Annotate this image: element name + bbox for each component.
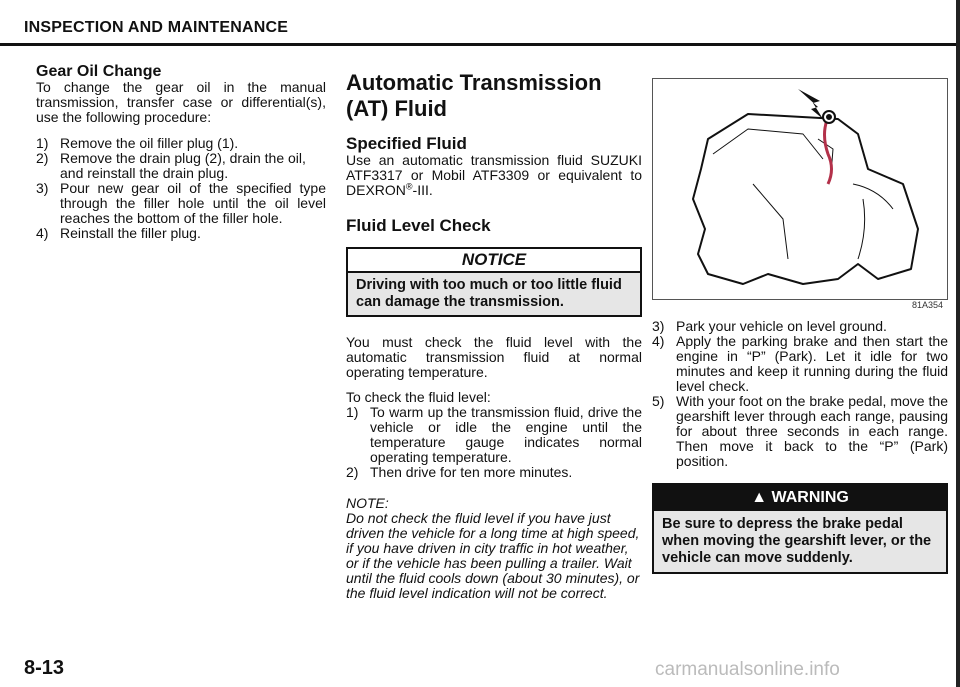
list-item: 2) Then drive for ten more minutes.: [346, 464, 573, 480]
procedure-steps: [652, 319, 948, 469]
list-item: 4) Reinstall the filler plug.: [36, 225, 201, 241]
gear-oil-steps: [36, 136, 326, 241]
column-procedure: [652, 78, 948, 574]
fluid-check-intro: To check the fluid level:: [346, 389, 491, 405]
watermark: carmanualsonline.info: [655, 659, 840, 680]
figure-code: 81A354: [911, 300, 943, 310]
at-fluid-title: Automatic Transmission (AT) Fluid: [346, 70, 602, 121]
gear-oil-intro: To change the gear oil in the manual transmission, transfer case or differential(s), use the following procedure:: [36, 79, 326, 125]
header-rule: [0, 43, 960, 46]
notice-title: NOTICE: [348, 249, 640, 273]
warning-text: Be sure to depress the brake pedal when moving the gearshift lever, or the vehicle can move suddenly.: [654, 511, 946, 572]
gear-oil-heading: Gear Oil Change: [36, 63, 162, 80]
list-item: 2) Remove the drain plug (2), drain the oil, and reinstall the drain plug.: [36, 150, 306, 181]
page-edge: [956, 0, 960, 687]
column-gear-oil: [36, 63, 326, 241]
fluid-level-check-heading: Fluid Level Check: [346, 216, 491, 235]
column-at-fluid: [346, 70, 642, 601]
warning-title: ▲ WARNING: [654, 485, 946, 511]
note-label: NOTE:: [346, 495, 389, 511]
list-item: 5) With your foot on the brake pedal, move the gearshift lever through each range, pausing for about three seconds in each range. Then move it back to the “P” (Park) position.: [652, 393, 948, 469]
warning-triangle-icon: ▲: [751, 489, 768, 506]
fluid-check-para: You must check the fluid level with the automatic transmission fluid at normal operating temperature.: [346, 334, 642, 380]
specified-fluid-text: Use an automatic transmission fluid SUZUKI ATF3317 or Mobil ATF3309 or equivalent to DEXRON®-III.: [346, 152, 642, 198]
list-item: 4) Apply the parking brake and then start the engine in “P” (Park). Let it idle for two minutes and keep it running during the fluid level check.: [652, 333, 948, 394]
list-item: 3) Park your vehicle on level ground.: [652, 318, 887, 334]
page-number: 8-13: [24, 657, 65, 679]
notice-box: [346, 247, 642, 317]
specified-fluid-heading: Specified Fluid: [346, 134, 467, 153]
notice-text: Driving with too much or too little fluid can damage the transmission.: [348, 273, 640, 315]
transmission-figure: [652, 78, 948, 310]
list-item: 1) To warm up the transmission fluid, drive the vehicle or idle the engine until the temperature gauge indicates normal operating temperature.: [346, 404, 642, 465]
note-text: Do not check the fluid level if you have just driven the vehicle for a long time at high speed, if you have driven in city traffic in hot weather, or if the vehicle has been pulling a trailer. Wait until the fluid cools down (about 30 minutes), or the fluid level indication will not be correct.: [346, 510, 640, 601]
list-item: 1) Remove the oil filler plug (1).: [36, 135, 239, 151]
fluid-check-steps: [346, 405, 642, 480]
list-item: 3) Pour new gear oil of the specified type through the filler hole until the oil level reaches the bottom of the filler hole.: [36, 180, 326, 226]
section-header: INSPECTION AND MAINTENANCE: [24, 19, 289, 36]
transmission-dipstick-illustration: [653, 79, 947, 299]
warning-box: [652, 483, 948, 574]
